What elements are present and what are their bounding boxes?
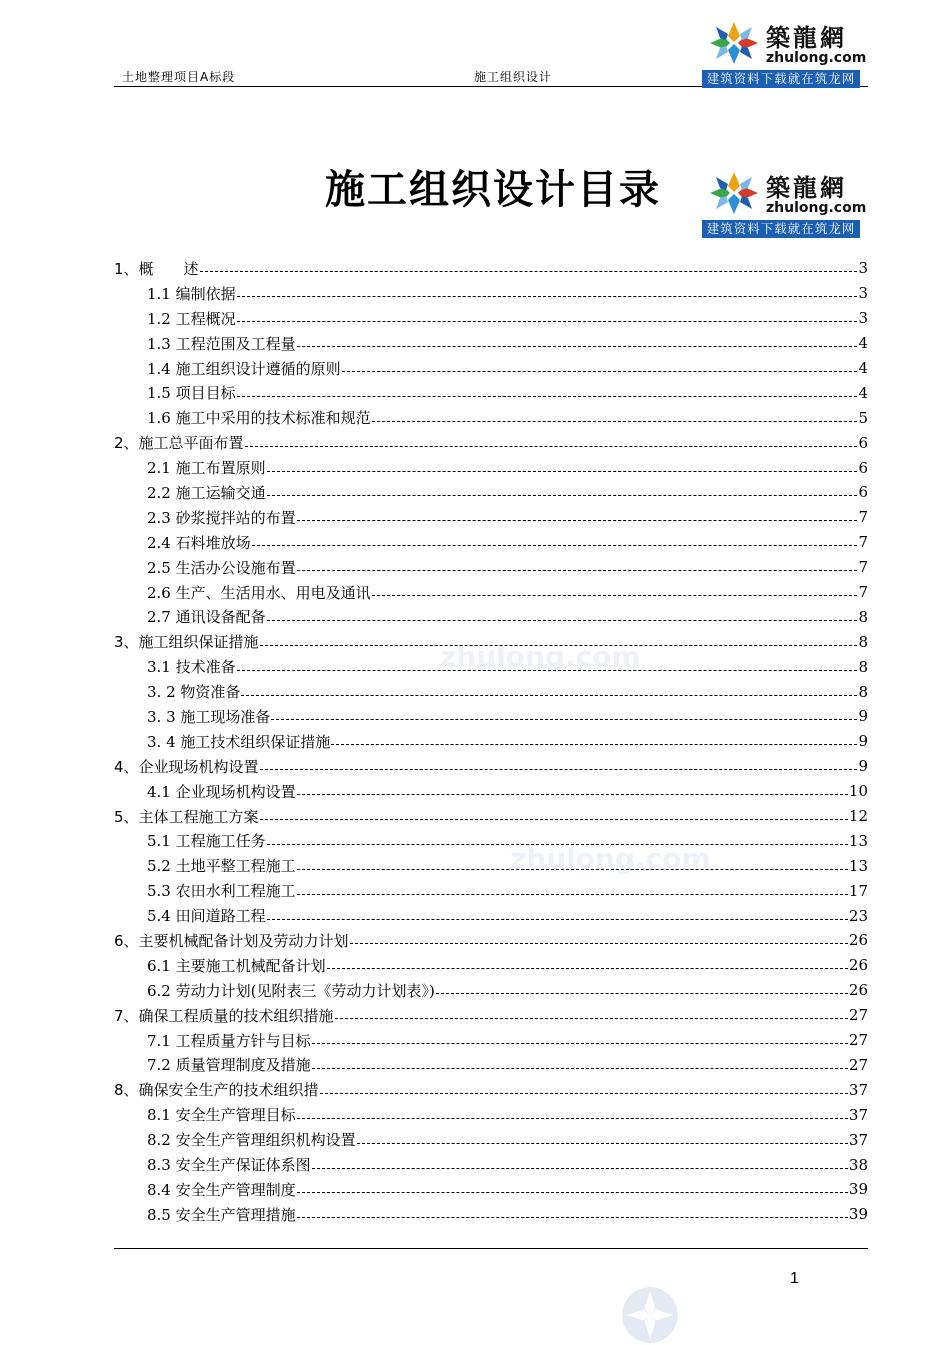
toc-label: 5.3 农田水利工程施工: [147, 882, 296, 901]
toc-subsection[interactable]: [114, 654, 868, 679]
table-of-contents: [114, 256, 868, 1227]
toc-page: 9: [858, 732, 868, 751]
toc-leader: [327, 967, 848, 969]
toc-page: 26: [848, 956, 868, 975]
toc-label: 7.1 工程质量方针与目标: [147, 1031, 311, 1050]
toc-leader: [436, 992, 848, 994]
toc-leader: [297, 1216, 848, 1218]
toc-subsection[interactable]: [114, 1202, 868, 1227]
toc-leader: [312, 1167, 848, 1169]
toc-subsection[interactable]: [114, 455, 868, 480]
zhulong-watermark-icon: [620, 1285, 680, 1345]
toc-label: 8.3 安全生产保证体系图: [147, 1156, 311, 1174]
toc-leader: [297, 1191, 848, 1193]
header-doc-type: 施工组织设计: [474, 70, 553, 84]
toc-page: 37: [848, 1130, 868, 1149]
toc-page: 8: [858, 657, 868, 676]
toc-section[interactable]: [114, 928, 868, 953]
toc-page: 6: [858, 458, 868, 477]
toc-page: 4: [858, 383, 868, 402]
toc-leader: [267, 494, 858, 496]
toc-page: 13: [848, 831, 868, 850]
toc-leader: [252, 544, 858, 546]
toc-section[interactable]: [114, 430, 868, 455]
toc-leader: [267, 470, 858, 472]
toc-page: 13: [848, 856, 868, 875]
toc-leader: [260, 644, 858, 646]
toc-leader: [331, 743, 857, 745]
toc-subsection[interactable]: [114, 480, 868, 505]
toc-leader: [335, 1017, 848, 1019]
toc-leader: [372, 420, 858, 422]
toc-section[interactable]: [114, 804, 868, 829]
toc-page: 10: [848, 782, 868, 801]
zhulong-mark-icon: [706, 20, 762, 66]
toc-leader: [237, 295, 858, 297]
toc-subsection[interactable]: [114, 1053, 868, 1078]
toc-section[interactable]: [114, 754, 868, 779]
toc-page: 37: [848, 1105, 868, 1124]
toc-leader: [357, 1142, 848, 1144]
toc-label: 1.5 项目目标: [147, 384, 236, 403]
toc-page: 38: [848, 1155, 868, 1174]
toc-label: 2.6 生产、生活用水、用电及通讯: [147, 583, 371, 602]
toc-page: 9: [858, 707, 868, 726]
toc-label: 3. 3 施工现场准备: [147, 707, 271, 726]
page-title: 施工组织设计目录: [325, 166, 661, 213]
toc-leader: [297, 868, 848, 870]
toc-label: 5.2 土地平整工程施工: [147, 857, 296, 876]
toc-leader: [200, 270, 858, 272]
toc-subsection[interactable]: [114, 281, 868, 306]
toc-label: 2、施工总平面布置: [114, 434, 244, 453]
toc-subsection[interactable]: [114, 828, 868, 853]
toc-subsection[interactable]: [114, 530, 868, 555]
toc-label: 3、施工组织保证措施: [114, 633, 259, 652]
toc-page: 8: [858, 682, 868, 701]
toc-leader: [297, 345, 858, 347]
toc-label: 7、确保工程质量的技术组织措施: [114, 1006, 334, 1025]
toc-page: 39: [848, 1180, 868, 1199]
toc-subsection[interactable]: [114, 1102, 868, 1127]
toc-page: 6: [858, 483, 868, 502]
toc-label: 4、企业现场机构设置: [114, 757, 259, 776]
toc-subsection[interactable]: [114, 505, 868, 530]
toc-label: 1.2 工程概况: [147, 309, 236, 328]
toc-label: 2.3 砂浆搅拌站的布置: [147, 508, 296, 527]
toc-subsection[interactable]: [114, 1127, 868, 1152]
toc-label: 8.1 安全生产管理目标: [147, 1106, 296, 1125]
toc-page: 37: [848, 1080, 868, 1099]
toc-label: 3. 4 施工技术组织保证措施: [147, 732, 331, 751]
toc-label: 7.2 质量管理制度及措施: [147, 1056, 311, 1075]
toc-section[interactable]: [114, 1003, 868, 1028]
toc-subsection[interactable]: [114, 1152, 868, 1177]
toc-label: 1.3 工程范围及工程量: [147, 334, 296, 353]
toc-subsection[interactable]: [114, 1177, 868, 1202]
toc-label: 5、主体工程施工方案: [114, 807, 259, 826]
toc-leader: [260, 818, 848, 820]
toc-page: 17: [848, 881, 868, 900]
toc-leader: [320, 1092, 848, 1094]
toc-page: 27: [848, 1031, 868, 1050]
toc-leader: [312, 1067, 848, 1069]
toc-page: 5: [858, 408, 868, 427]
toc-leader: [350, 942, 848, 944]
toc-page: 8: [858, 632, 868, 651]
toc-section[interactable]: [114, 256, 868, 281]
toc-label: 1.1 编制依据: [147, 284, 236, 303]
toc-label: 5.1 工程施工任务: [147, 832, 266, 851]
toc-subsection[interactable]: [114, 555, 868, 580]
toc-leader: [245, 445, 858, 447]
toc-page: 3: [858, 259, 868, 278]
toc-page: 39: [848, 1205, 868, 1224]
toc-label: 5.4 田间道路工程: [147, 907, 266, 926]
toc-leader: [241, 694, 857, 696]
toc-leader: [267, 619, 858, 621]
toc-leader: [260, 768, 858, 770]
toc-subsection[interactable]: [114, 356, 868, 381]
toc-subsection[interactable]: [114, 405, 868, 430]
watermark: zhulong.com: [510, 842, 711, 875]
page-number: 1: [790, 1270, 799, 1287]
toc-leader: [297, 793, 848, 795]
toc-page: 7: [858, 558, 868, 577]
toc-leader: [297, 519, 858, 521]
toc-label: 8、确保安全生产的技术组织措: [114, 1081, 319, 1100]
toc-page: 7: [858, 508, 868, 527]
toc-label: 1、概 述: [114, 259, 199, 278]
toc-label: 1.6 施工中采用的技术标准和规范: [147, 409, 371, 428]
toc-label: 1.4 施工组织设计遵循的原则: [147, 359, 341, 378]
toc-leader: [342, 370, 858, 372]
toc-page: 7: [858, 583, 868, 602]
toc-page: 6: [858, 433, 868, 452]
toc-label: 8.4 安全生产管理制度: [147, 1180, 296, 1199]
watermark: zhulong.com: [440, 640, 641, 673]
logo-cn: 築龍網: [766, 173, 847, 202]
toc-label: 6.1 主要施工机械配备计划: [147, 956, 326, 975]
toc-subsection[interactable]: [114, 978, 868, 1003]
zhulong-mark-icon: [706, 170, 762, 216]
toc-page: 27: [848, 1006, 868, 1025]
toc-leader: [372, 594, 858, 596]
toc-page: 12: [848, 807, 868, 826]
toc-label: 6、主要机械配备计划及劳动力计划: [114, 931, 349, 950]
logo-cn: 築龍網: [766, 23, 847, 52]
toc-page: 23: [848, 906, 868, 925]
toc-subsection[interactable]: [114, 604, 868, 629]
toc-page: 26: [848, 981, 868, 1000]
toc-label: 2.7 通讯设备配备: [147, 608, 266, 627]
toc-page: 7: [858, 533, 868, 552]
toc-leader: [271, 718, 857, 720]
toc-label: 8.5 安全生产管理措施: [147, 1205, 296, 1224]
toc-label: 3. 2 物资准备: [147, 683, 241, 702]
toc-leader: [237, 395, 858, 397]
toc-leader: [267, 843, 848, 845]
toc-leader: [312, 1042, 848, 1044]
toc-label: 2.5 生活办公设施布置: [147, 558, 296, 577]
toc-subsection[interactable]: [114, 853, 868, 878]
toc-page: 4: [858, 359, 868, 377]
toc-leader: [267, 918, 848, 920]
toc-leader: [237, 669, 858, 671]
toc-subsection[interactable]: [114, 331, 868, 356]
toc-label: 3.1 技术准备: [147, 658, 236, 677]
toc-subsection[interactable]: [114, 779, 868, 804]
toc-subsection[interactable]: [114, 704, 868, 729]
toc-label: 2.1 施工布置原则: [147, 459, 266, 478]
toc-page: 3: [858, 309, 868, 328]
toc-subsection[interactable]: [114, 729, 868, 754]
toc-label: 8.2 安全生产管理组织机构设置: [147, 1131, 356, 1150]
toc-label: 2.4 石料堆放场: [147, 533, 251, 552]
toc-subsection[interactable]: [114, 878, 868, 903]
toc-leader: [237, 320, 858, 322]
toc-page: 8: [858, 607, 868, 626]
toc-section[interactable]: [114, 1077, 868, 1102]
toc-label: 6.2 劳动力计划(见附表三《劳动力计划表》): [147, 981, 435, 1000]
toc-subsection[interactable]: [114, 580, 868, 605]
toc-page: 9: [858, 757, 868, 776]
toc-subsection[interactable]: [114, 953, 868, 978]
toc-leader: [297, 569, 858, 571]
logo-en: zhulong.com: [766, 200, 867, 216]
logo-en: zhulong.com: [766, 50, 867, 66]
toc-subsection[interactable]: [114, 1028, 868, 1053]
toc-leader: [297, 893, 848, 895]
toc-subsection[interactable]: [114, 679, 868, 704]
logo-slogan: 建筑资料下载就在筑龙网: [702, 70, 860, 88]
logo-slogan: 建筑资料下载就在筑龙网: [702, 220, 860, 238]
footer-rule: [114, 1248, 868, 1249]
zhulong-logo-title: [702, 162, 867, 240]
toc-subsection[interactable]: [114, 306, 868, 331]
toc-page: 26: [848, 931, 868, 950]
toc-page: 4: [858, 334, 868, 353]
toc-page: 3: [858, 284, 868, 303]
zhulong-logo-top: [702, 12, 867, 90]
toc-label: 2.2 施工运输交通: [147, 483, 266, 502]
toc-section[interactable]: [114, 629, 868, 654]
toc-subsection[interactable]: [114, 380, 868, 405]
toc-page: 27: [848, 1055, 868, 1074]
toc-subsection[interactable]: [114, 903, 868, 928]
toc-leader: [297, 1117, 848, 1119]
header-project: 土地整理项目A标段: [122, 70, 236, 84]
toc-label: 4.1 企业现场机构设置: [147, 782, 296, 801]
